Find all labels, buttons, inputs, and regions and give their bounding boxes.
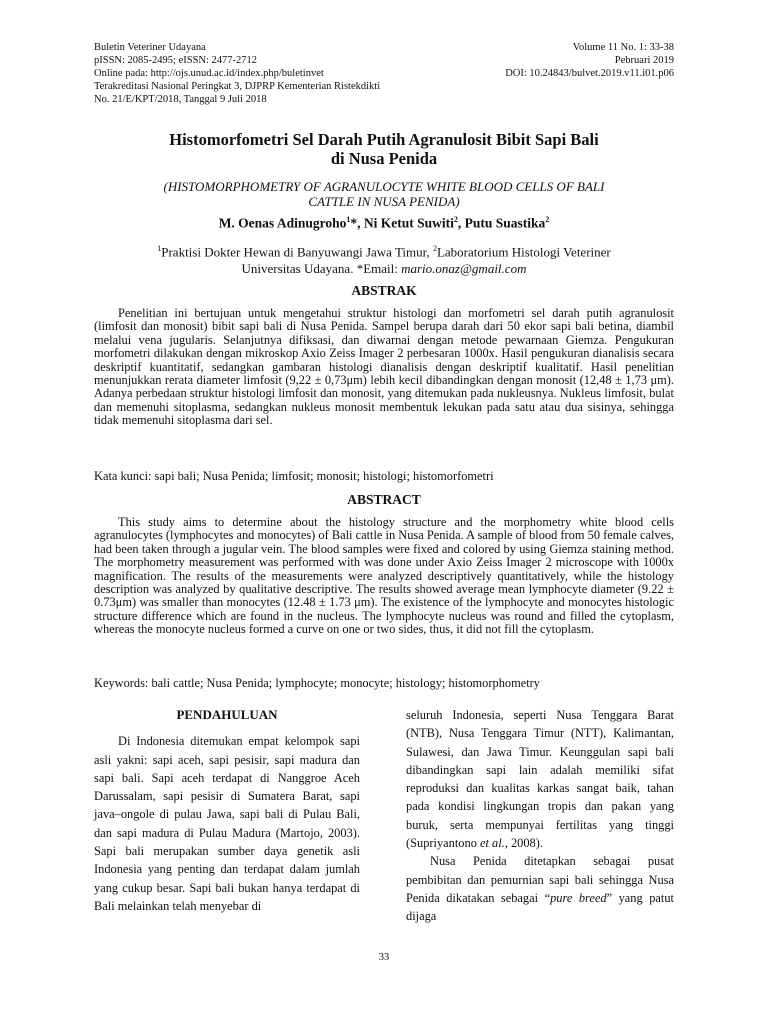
paper-title (94, 130, 674, 168)
citation-et-al: et al., (480, 836, 508, 851)
journal-name: Buletin Veteriner Udayana (94, 42, 206, 53)
author-2: Ni Ketut Suwiti (363, 215, 454, 231)
abstract-keywords: Keywords: bali cattle; Nusa Penida; lymphocyte; monocyte; histology; histomorphometry (94, 676, 540, 690)
affil-1-mark: 1 (157, 244, 162, 253)
issn: pISSN: 2085-2495; eISSN: 2477-2712 (94, 55, 258, 66)
page-number: 33 (378, 952, 390, 963)
subtitle-line-1: (HISTOMORPHOMETRY OF AGRANULOCYTE WHITE BLOOD CELLS OF BALI (163, 179, 605, 194)
intro-paragraph-3 (406, 852, 674, 925)
author-list (94, 215, 674, 232)
author-separator: , (457, 215, 465, 231)
accreditation-line-1: Terakreditasi Nasional Peringkat 3, DJPRP Kementerian Ristekdikti (94, 81, 381, 92)
author-email: mario.onaz@gmail.com (401, 261, 527, 277)
affil-1-text: Praktisi Dokter Hewan di Banyuwangi Jawa Timur, (161, 244, 433, 260)
para-3-text-end: ” yang patut dijaga (406, 890, 674, 924)
abstrak-heading: ABSTRAK (351, 283, 417, 298)
title-line-2: di Nusa Penida (330, 149, 438, 168)
para-2-text-end: 2008). (507, 836, 543, 851)
abstract-heading: ABSTRACT (347, 492, 421, 507)
pure-breed-term: pure breed (550, 890, 607, 905)
para-2-text: seluruh Indonesia, seperti Nusa Tenggara Barat (NTB), Nusa Tenggara Timur (NTT), Kalimantan, Sulawesi, dan Jawa Timur. Keunggulan sapi bali dibandingkan sapi lain adalah memiliki sifat reproduksi dan kualitas karkas sangat baik, tahan pada kondisi lingkungan tropis dan pakan yang buruk, serta mempunyai fertilitas yang tinggi (Supriyantono (406, 708, 674, 851)
intro-paragraph-2 (406, 706, 674, 852)
volume-info: Volume 11 No. 1: 33-38 (572, 42, 674, 53)
abstrak-keywords: Kata kunci: sapi bali; Nusa Penida; limfosit; monosit; histologi; histomorfometri (94, 469, 494, 483)
subtitle-line-2: CATTLE IN NUSA PENIDA) (308, 194, 460, 209)
body-left-column (94, 706, 360, 915)
para-3-text: Nusa Penida ditetapkan sebagai pusat pembibitan dan pemurnian sapi bali sehingga Nusa Penida dikatakan sebagai “ (406, 854, 674, 905)
corresponding-mark: *, (350, 215, 364, 231)
intro-paragraph-1: Di Indonesia ditemukan empat kelompok sapi asli yakni: sapi aceh, sapi pesisir, sapi madura dan sapi bali. Sapi aceh terdapat di Nanggroe Aceh Darussalam, sapi pesisir di Sumatera Barat, sapi java–ongole di pulau Jawa, sapi bali di Pulau Bali, dan sapi madura di Pulau Madura (Martojo, 2003). Sapi bali merupakan sumber daya genetik asli Indonesia yang penting dan terdapat dalam jumlah yang cukup besar. Sapi bali bukan hanya terdapat di Bali melainkan telah menyebar di (94, 734, 360, 913)
affil-2-text: Laboratorium Histologi Veteriner (436, 244, 611, 260)
abstract-body: This study aims to determine about the histology structure and the morphometry white blood cells agranulocytes (lymphocytes and monocytes) of Bali cattle in Nusa Penida. A sample of blood from 50 female calves, had been taken through a jugular vein. The blood samples were fixed and colored by using Giemza staining method. The morphometry measurement was performed with was done under Axio Zeiss Imager 2 microscope with 1000x magnification. The results of the measurements were analyzed descriptively quantitatively, while the histology description was analyzed by qualitative descriptive. The results showed average mean lymphocyte diameter (9.22 ± 0.73μm) was smaller than monocytes (12.48 ± 1.73 μm). The existence of the lymphocyte and monocytes histologic structure difference which are found in the nucleus. The lymphocyte nucleus was round and filled the cytoplasm, whereas the monocyte nucleus formed a curve on one or two sides, thus, it did not fill the cytoplasm. (94, 515, 674, 637)
english-title (110, 179, 658, 209)
author-3: Putu Suastika (464, 215, 546, 231)
accreditation-line-2: No. 21/E/KPT/2018, Tanggal 9 Juli 2018 (94, 94, 267, 105)
abstrak-body: Penelitian ini bertujuan untuk mengetahui struktur histologi dan morfometri sel darah putih agranulosit (limfosit dan monosit) bibit sapi bali di Nusa Penida. Sampel berupa darah dari 50 ekor sapi bali betina, diambil melalui vena jugularis. Selanjutnya difiksasi, dan diwarnai dengan metode pewarnaan Giemza. Pengukuran morfometri dilakukan dengan mikroskop Axio Zeiss Imager 2 perbesaran 1000x. Hasil pengukuran dianalisis secara deskriptif kuantitatif, sedangkan gambaran histologi dianalisis dengan deskriptif kualitatif. Hasil penelitian menunjukkan rerata diameter limfosit (9,22 ± 0,73μm) lebih kecil dibandingkan dengan monosit (12,48 ± 1,73 μm). Adanya perbedaan struktur histologi limfosit dan monosit, yang ditemukan pada nukleusnya. Nukleus limfosit, bulat dan memenuhi sitoplasma, sedangkan nukleus monosit membentuk lekukan pada satu atau dua sisinya, sehingga tidak memenuhi sitoplasma dari sel. (94, 306, 674, 428)
author-2-affil: 2 (453, 215, 458, 224)
title-line-1: Histomorfometri Sel Darah Putih Agranulosit Bibit Sapi Bali (169, 130, 599, 149)
online-url: Online pada: http://ojs.unud.ac.id/index.php/buletinvet (94, 68, 324, 79)
section-heading-pendahuluan: PENDAHULUAN (176, 707, 278, 722)
body-right-column (406, 706, 674, 926)
affiliation (94, 240, 674, 277)
journal-header (94, 41, 674, 106)
affil-line-2: Universitas Udayana. *Email: (241, 261, 402, 277)
doi: DOI: 10.24843/bulvet.2019.v11.i01.p06 (505, 68, 674, 79)
affil-2-mark: 2 (432, 244, 437, 253)
author-3-affil: 2 (545, 215, 550, 224)
issue-date: Pebruari 2019 (614, 55, 674, 66)
author-1-affil: 1 (346, 215, 351, 224)
author-1: M. Oenas Adinugroho (218, 215, 347, 231)
